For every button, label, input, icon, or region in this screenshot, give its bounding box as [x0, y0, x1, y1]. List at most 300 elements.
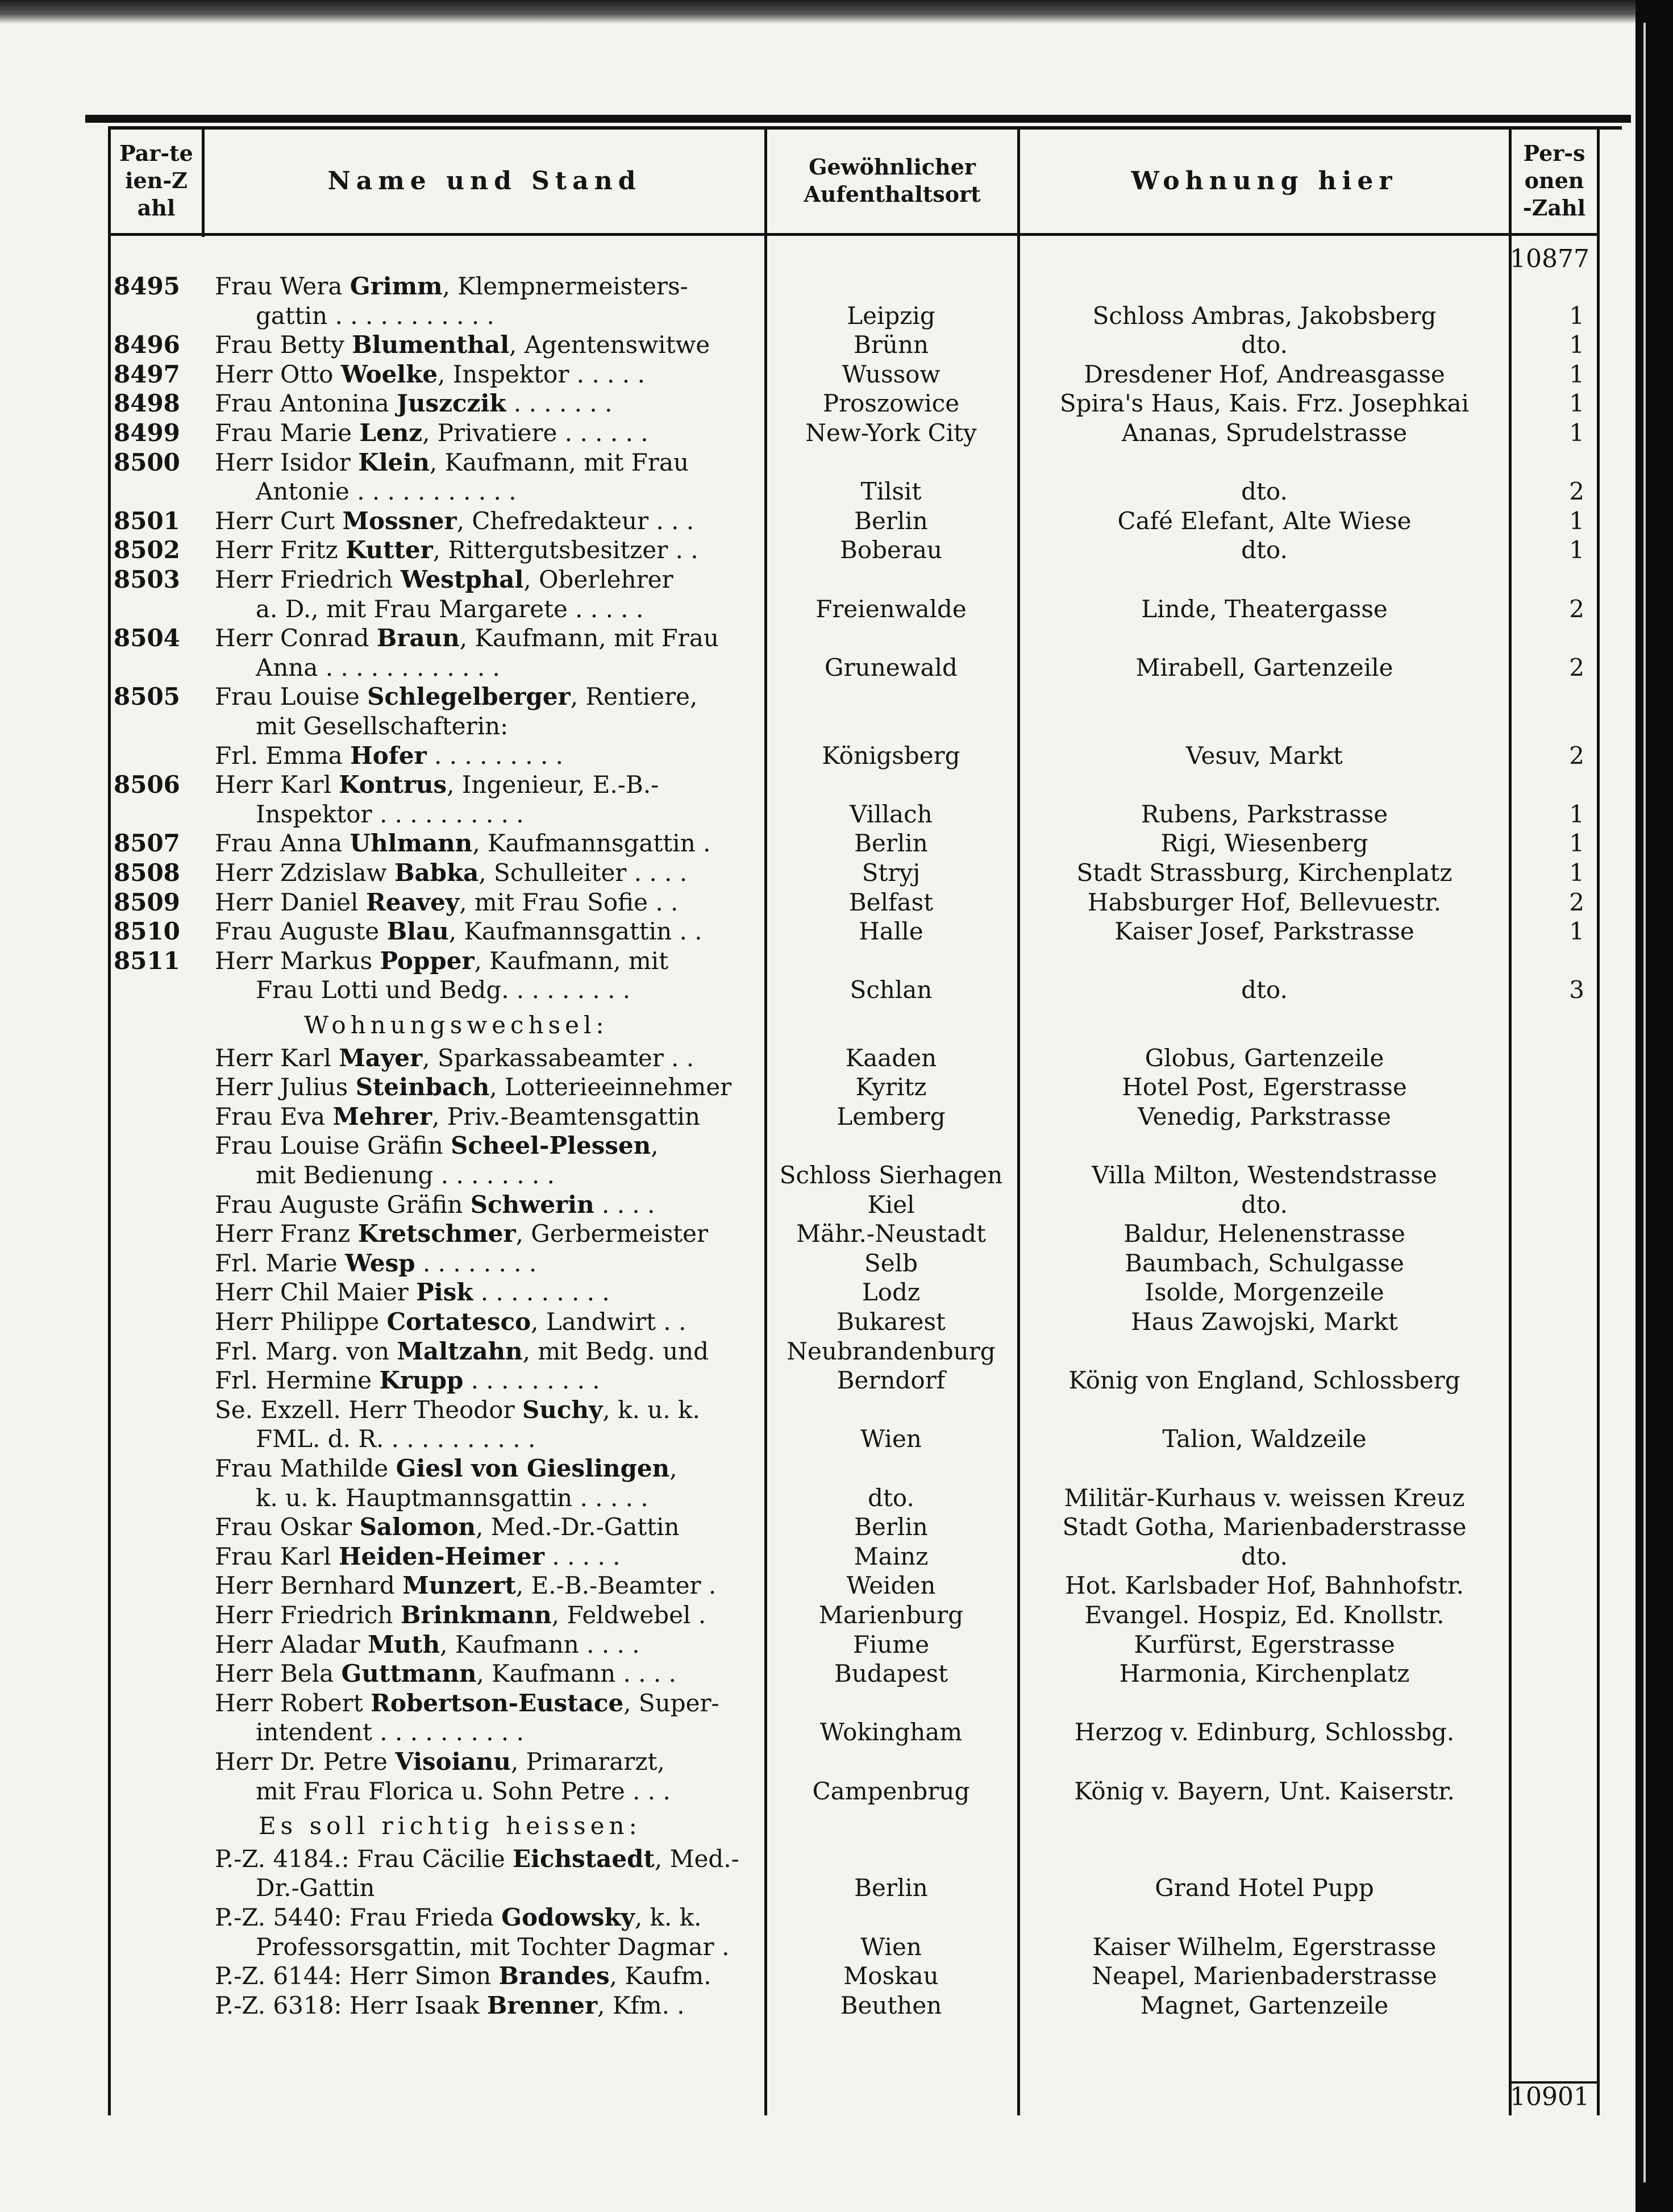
status-text: , Landwirt . . [531, 1308, 686, 1336]
local-residence: Militär-Kurhaus v. weissen Kreuz [1064, 1483, 1465, 1512]
person-title: Frau Oskar [215, 1513, 352, 1541]
usual-residence: Berndorf [836, 1366, 946, 1395]
person-count: 1 [1569, 917, 1584, 946]
header-name: Name und Stand [327, 166, 642, 196]
column-rule-residence [1509, 126, 1512, 2115]
usual-residence: Proszowice [822, 389, 960, 418]
person-count: 1 [1569, 859, 1584, 887]
name-and-status [215, 1961, 743, 1991]
status-text: , Schulleiter . . . . [478, 859, 688, 887]
local-residence: Stadt Strassburg, Kirchenplatz [1076, 859, 1453, 887]
person-surname: Steinbach [355, 1073, 490, 1101]
person-surname: Suchy [522, 1395, 603, 1424]
person-title: Herr Robert [215, 1689, 363, 1717]
status-text: , Lotterieeinnehmer [489, 1073, 732, 1101]
person-count: 1 [1569, 301, 1584, 330]
scan-right-edge [1635, 0, 1673, 2212]
name-and-status [215, 1659, 743, 1689]
local-residence: Mirabell, Gartenzeile [1135, 653, 1393, 681]
local-residence: dto. [1241, 536, 1288, 564]
person-surname: Scheel-Plessen [451, 1132, 651, 1160]
party-number: 8503 [114, 566, 180, 593]
person-surname: Kutter [346, 536, 433, 564]
person-surname: Cortatesco [386, 1308, 531, 1336]
usual-residence: Lemberg [836, 1102, 946, 1130]
header-num-text: Par-teien-Zahl [119, 140, 193, 221]
status-text: Professorsgattin, mit Tochter Dagmar . [256, 1932, 730, 1961]
local-residence: Spira's Haus, Kais. Frz. Josephkai [1059, 389, 1470, 418]
party-number: 8501 [114, 506, 180, 535]
name-and-status [215, 272, 743, 301]
usual-residence: Lodz [862, 1278, 921, 1307]
person-title: Herr Curt [215, 506, 335, 535]
local-residence: dto. [1241, 331, 1288, 359]
name-and-status [215, 1571, 743, 1600]
person-title: Herr Fritz [215, 536, 338, 564]
local-residence: Stadt Gotha, Marienbaderstrasse [1062, 1513, 1467, 1541]
status-text: mit Frau Florica u. Sohn Petre . . . [256, 1777, 671, 1805]
header-persons [1512, 130, 1597, 232]
local-residence: Venedig, Parkstrasse [1138, 1102, 1391, 1130]
person-count: 2 [1569, 594, 1584, 623]
person-surname: Grimm [349, 272, 443, 300]
name-and-status [215, 712, 784, 741]
name-and-status [215, 1131, 743, 1161]
name-and-status [215, 1932, 784, 1962]
name-and-status [215, 535, 743, 565]
status-text: , Kaufmann, mit Frau [459, 624, 719, 652]
usual-residence: Marienburg [818, 1601, 964, 1629]
name-and-status [215, 1249, 743, 1278]
name-and-status [215, 506, 743, 536]
party-number: 8495 [114, 272, 180, 300]
name-and-status [215, 917, 743, 946]
party-number: 8498 [114, 389, 180, 418]
person-surname: Juszczik [397, 389, 506, 418]
status-text: Antonie . . . . . . . . . . . [256, 477, 517, 506]
person-title: Herr Bela [215, 1660, 334, 1688]
usual-residence: Stryj [862, 859, 921, 887]
person-title: Frl. Marie [215, 1249, 338, 1277]
person-surname: Mayer [339, 1043, 423, 1072]
person-surname: Robertson-Eustace [370, 1689, 624, 1717]
status-text: k. u. k. Hauptmannsgattin . . . . . [256, 1483, 648, 1512]
status-text: , E.-B.-Beamter . [515, 1571, 717, 1600]
name-and-status [215, 1102, 743, 1132]
person-surname: Heiden-Heimer [338, 1542, 545, 1570]
party-number: 8506 [114, 771, 180, 799]
usual-residence: Berlin [854, 1513, 928, 1541]
usual-residence: Selb [864, 1249, 918, 1277]
status-text: , Oberlehrer [523, 566, 673, 593]
local-residence: dto. [1241, 1542, 1288, 1570]
name-and-status [215, 1072, 743, 1102]
person-count: 1 [1569, 419, 1584, 447]
person-title: Frau Auguste [215, 917, 380, 946]
person-surname: Uhlmann [349, 829, 473, 858]
status-text: Inspektor . . . . . . . . . . [256, 800, 524, 828]
status-text: , Med.-Dr.-Gattin [476, 1513, 680, 1541]
party-number: 8507 [114, 829, 180, 858]
usual-residence: Tilsit [860, 477, 922, 506]
local-residence: Isolde, Morgenzeile [1145, 1278, 1384, 1307]
local-residence: Ananas, Sprudelstrasse [1121, 419, 1408, 447]
person-title: Frau Marie [215, 419, 352, 447]
status-text: , Med.- [654, 1844, 739, 1873]
party-number: 8508 [114, 859, 180, 887]
party-number: 8509 [114, 888, 180, 916]
person-surname: Mossner [342, 506, 457, 535]
status-text: . . . . . . . [506, 389, 613, 418]
name-and-status [215, 1747, 743, 1777]
person-title: Frau Karl [215, 1542, 331, 1570]
status-text: , Priv.-Beamtensgattin [432, 1102, 701, 1130]
person-surname: Wesp [345, 1249, 415, 1277]
person-count: 2 [1569, 653, 1584, 681]
local-residence: Evangel. Hospiz, Ed. Knollstr. [1084, 1601, 1445, 1629]
person-title: P.-Z. 5440: Frau Frieda [215, 1903, 494, 1931]
name-and-status [215, 1630, 743, 1660]
person-surname: Popper [380, 946, 475, 975]
usual-residence: Halle [859, 917, 923, 946]
status-text: , k. k. [634, 1903, 702, 1931]
name-and-status [215, 330, 743, 360]
name-and-status [215, 682, 743, 712]
status-text: , Klempnermeisters- [442, 272, 688, 300]
scan-top-edge [0, 0, 1673, 24]
person-title: Herr Isidor [215, 448, 351, 476]
person-surname: Brinkmann [400, 1601, 552, 1629]
usual-residence: Brünn [853, 331, 929, 359]
status-text: , Primararzt, [510, 1748, 665, 1776]
header-num [111, 130, 202, 232]
usual-residence: Freienwalde [815, 594, 967, 623]
usual-residence: Mähr.-Neustadt [796, 1220, 986, 1248]
name-and-status [215, 1454, 743, 1483]
person-surname: Blumenthal [352, 331, 510, 359]
local-residence: dto. [1241, 976, 1288, 1004]
header-persons-text: Per-sonen-Zahl [1522, 140, 1586, 221]
carry-total: 10877 [1510, 244, 1589, 273]
person-title: Frau Betty [215, 331, 344, 359]
local-residence: Neapel, Marienbaderstrasse [1092, 1962, 1437, 1990]
name-and-status [215, 1395, 743, 1425]
status-text: intendent . . . . . . . . . . [256, 1718, 524, 1747]
name-and-status [215, 360, 743, 389]
local-residence: Rigi, Wiesenberg [1160, 829, 1368, 858]
name-and-status [215, 1689, 743, 1718]
party-number: 8505 [114, 683, 180, 711]
local-residence: Linde, Theatergasse [1141, 594, 1388, 623]
person-surname: Giesl von Gieslingen [396, 1454, 670, 1482]
name-and-status [215, 1043, 743, 1073]
usual-residence: Wien [860, 1425, 922, 1453]
person-title: Herr Julius [215, 1073, 348, 1101]
usual-residence: Bukarest [836, 1308, 946, 1336]
person-title: P.-Z. 4184.: Frau Cäcilie [215, 1844, 505, 1873]
person-title: Herr Bernhard [215, 1571, 395, 1600]
party-number: 8510 [114, 917, 180, 946]
status-text: . . . . . [544, 1542, 621, 1570]
usual-residence: Schlan [850, 976, 933, 1004]
status-text: . . . . . . . . [415, 1249, 537, 1277]
local-residence: Hotel Post, Egerstrasse [1122, 1073, 1407, 1101]
person-surname: Guttmann [341, 1660, 477, 1688]
person-surname: Godowsky [501, 1903, 635, 1931]
local-residence: Kurfürst, Egerstrasse [1134, 1630, 1395, 1658]
usual-residence: dto. [868, 1483, 914, 1512]
person-count: 1 [1569, 800, 1584, 828]
local-residence: Kaiser Wilhelm, Egerstrasse [1092, 1932, 1437, 1961]
person-title: Frau Eva [215, 1102, 326, 1130]
status-text: , mit Bedg. und [522, 1337, 709, 1365]
party-number: 8504 [114, 624, 180, 652]
table-left-border [108, 126, 111, 2115]
status-text: . . . . . . . . . [426, 741, 564, 770]
local-residence: dto. [1241, 477, 1288, 506]
name-and-status [215, 1873, 784, 1903]
name-and-status [215, 565, 743, 594]
local-residence: Café Elefant, Alte Wiese [1117, 506, 1412, 535]
person-count: 2 [1569, 741, 1584, 770]
name-and-status [215, 1161, 784, 1190]
status-text: mit Bedienung . . . . . . . . [256, 1161, 555, 1189]
local-residence: König von England, Schlossberg [1068, 1366, 1460, 1395]
person-count: 3 [1569, 976, 1584, 1004]
status-text: , Kaufmannsgattin . [472, 829, 711, 858]
status-text: , [669, 1454, 677, 1482]
name-and-status [215, 594, 784, 624]
usual-residence: Weiden [846, 1571, 936, 1600]
name-and-status [215, 477, 784, 506]
usual-residence: Budapest [834, 1660, 948, 1688]
status-text: , Sparkassabeamter . . [422, 1043, 694, 1072]
usual-residence: Villach [850, 800, 933, 828]
status-text: , k. u. k. [602, 1395, 700, 1424]
header-bottom-rule [108, 233, 1600, 236]
usual-residence: Wien [860, 1932, 922, 1961]
local-residence: Magnet, Gartenzeile [1140, 1991, 1389, 2019]
status-text: , Feldwebel . [551, 1601, 706, 1629]
name-and-status [215, 1483, 784, 1513]
status-text: , Kaufmann . . . . [440, 1630, 640, 1658]
usual-residence: Berlin [854, 506, 928, 535]
person-surname: Hofer [350, 741, 427, 770]
person-title: Herr Zdzislaw [215, 859, 387, 887]
status-text: . . . . . . . . . [463, 1366, 600, 1395]
person-title: Herr Chil Maier [215, 1278, 409, 1307]
local-residence: Grand Hotel Pupp [1155, 1874, 1374, 1902]
status-text: , mit Frau Sofie . . [459, 888, 679, 916]
status-text: , Kaufm. [609, 1962, 711, 1990]
local-residence: Talion, Waldzeile [1162, 1425, 1367, 1453]
local-residence: Hot. Karlsbader Hof, Bahnhofstr. [1065, 1571, 1464, 1600]
person-title: Herr Friedrich [215, 1601, 393, 1629]
usual-residence: Berlin [854, 1874, 928, 1902]
local-residence: Baldur, Helenenstrasse [1123, 1220, 1405, 1248]
usual-residence: Campenbrug [812, 1777, 970, 1805]
name-and-status [215, 1718, 784, 1747]
person-count: 1 [1569, 506, 1584, 535]
person-title: Frl. Emma [215, 741, 343, 770]
name-and-status [215, 975, 784, 1005]
name-and-status [215, 888, 743, 917]
name-and-status [215, 1219, 743, 1249]
status-text: , Kaufmann, mit Frau [429, 448, 689, 476]
person-count: 1 [1569, 829, 1584, 858]
usual-residence: Boberau [839, 536, 943, 564]
column-rule-place [1017, 126, 1020, 2115]
status-text: , Kaufmann . . . . [476, 1660, 676, 1688]
name-and-status [215, 1600, 743, 1630]
name-and-status [215, 1278, 743, 1307]
status-text: , Super- [623, 1689, 719, 1717]
usual-residence: Moskau [843, 1962, 939, 1990]
name-and-status [215, 1542, 743, 1571]
person-title: P.-Z. 6318: Herr Isaak [215, 1991, 480, 2019]
name-and-status [215, 653, 784, 683]
person-surname: Kontrus [339, 771, 447, 799]
person-surname: Visoianu [395, 1748, 511, 1776]
status-text: . . . . . . . . . [473, 1278, 610, 1307]
name-and-status [215, 1991, 743, 2020]
person-title: Frau Louise [215, 683, 360, 711]
person-surname: Munzert [402, 1571, 516, 1600]
local-residence: Villa Milton, Westendstrasse [1092, 1161, 1437, 1189]
status-text: , Kaufmann, mit [474, 946, 669, 975]
usual-residence: Fiume [852, 1630, 930, 1658]
person-title: Frau Mathilde [215, 1454, 389, 1482]
person-title: Herr Otto [215, 360, 334, 388]
person-surname: Pisk [416, 1278, 473, 1307]
person-title: Herr Conrad [215, 624, 369, 652]
party-number: 8511 [114, 946, 180, 975]
person-surname: Muth [368, 1630, 440, 1658]
local-residence: König v. Bayern, Unt. Kaiserstr. [1074, 1777, 1455, 1805]
usual-residence: Kaaden [845, 1043, 937, 1072]
person-title: Herr Karl [215, 1043, 331, 1072]
person-surname: Braun [376, 624, 460, 652]
usual-residence: Beuthen [840, 1991, 942, 2019]
person-surname: Schlegelberger [367, 683, 571, 711]
person-title: Herr Philippe [215, 1308, 380, 1336]
local-residence: Haus Zawojski, Markt [1131, 1308, 1398, 1336]
name-and-status [215, 1512, 743, 1542]
local-residence: Kaiser Josef, Parkstrasse [1114, 917, 1414, 946]
status-text: mit Gesellschafterin: [256, 712, 509, 740]
status-text: Frau Lotti und Bedg. . . . . . . . . [256, 976, 631, 1004]
status-text: , Ingenieur, E.-B.- [447, 771, 659, 799]
person-title: P.-Z. 6144: Herr Simon [215, 1962, 492, 1990]
person-count: 1 [1569, 389, 1584, 418]
status-text: gattin . . . . . . . . . . . [256, 301, 494, 330]
person-count: 1 [1569, 331, 1584, 359]
party-number: 8497 [114, 360, 180, 388]
person-title: Frau Anna [215, 829, 343, 858]
name-and-status [215, 858, 743, 888]
person-surname: Woelke [340, 360, 438, 388]
header-place [767, 130, 1017, 232]
person-title: Herr Franz [215, 1220, 351, 1248]
name-and-status [215, 418, 743, 448]
header-residence: Wohnung hier [1131, 166, 1398, 196]
person-title: Herr Dr. Petre [215, 1748, 388, 1776]
person-count: 1 [1569, 536, 1584, 564]
local-residence: Harmonia, Kirchenplatz [1119, 1660, 1410, 1688]
status-text: Dr.-Gattin [256, 1874, 375, 1902]
name-and-status [215, 623, 743, 653]
person-title: Frau Antonina [215, 389, 389, 418]
person-surname: Mehrer [332, 1102, 432, 1130]
person-title: Herr Aladar [215, 1630, 360, 1658]
table-top-rule [85, 115, 1631, 123]
status-text: , Inspektor . . . . . [438, 360, 645, 388]
local-residence: Herzog v. Edinburg, Schlossbg. [1074, 1718, 1455, 1747]
person-title: Frau Louise Gräfin [215, 1132, 443, 1160]
person-surname: Westphal [400, 566, 524, 593]
status-text: , [651, 1132, 659, 1160]
name-and-status [215, 770, 743, 800]
usual-residence: Wussow [842, 360, 940, 388]
person-count: 1 [1569, 360, 1584, 388]
status-text: a. D., mit Frau Margarete . . . . . [256, 594, 644, 623]
usual-residence: Wokingham [819, 1718, 963, 1747]
person-surname: Lenz [359, 419, 423, 447]
status-text: , Kaufmannsgattin . . [448, 917, 702, 946]
name-and-status [215, 1777, 784, 1806]
header-place-text: Gewöhnlicher Aufenthaltsort [804, 154, 981, 207]
status-text: , Chefredakteur . . . [456, 506, 694, 535]
person-title: Frau Auguste Gräfin [215, 1190, 463, 1219]
status-text: , Gerbermeister [515, 1220, 709, 1248]
usual-residence: Königsberg [822, 741, 960, 770]
local-residence: Baumbach, Schulgasse [1125, 1249, 1404, 1277]
person-surname: Eichstaedt [513, 1844, 655, 1873]
usual-residence: Kyritz [855, 1073, 927, 1101]
local-residence: Globus, Gartenzeile [1145, 1043, 1384, 1072]
person-surname: Schwerin [470, 1190, 594, 1219]
person-surname: Babka [394, 859, 479, 887]
section-heading-correction: Es soll richtig heissen: [259, 1812, 642, 1840]
person-surname: Reavey [365, 888, 460, 916]
usual-residence: Mainz [854, 1542, 929, 1570]
usual-residence: Leipzig [847, 301, 935, 330]
name-and-status [215, 301, 784, 331]
name-and-status [215, 1903, 743, 1932]
usual-residence: Kiel [867, 1190, 915, 1219]
person-count: 2 [1569, 888, 1584, 916]
name-and-status [215, 1424, 784, 1454]
person-title: Frl. Marg. von [215, 1337, 390, 1365]
status-text: , Rittergutsbesitzer . . [432, 536, 698, 564]
usual-residence: Belfast [848, 888, 934, 916]
name-and-status [215, 448, 743, 477]
status-text: . . . . [594, 1190, 655, 1219]
local-residence: Schloss Ambras, Jakobsberg [1092, 301, 1437, 330]
status-text: , Agentenswitwe [509, 331, 710, 359]
section-heading-change: Wohnungswechsel: [304, 1011, 609, 1039]
person-surname: Kretschmer [357, 1220, 516, 1248]
party-number: 8496 [114, 331, 180, 359]
status-text: FML. d. R. . . . . . . . . . . [256, 1425, 536, 1453]
name-and-status [215, 741, 743, 771]
status-text: Anna . . . . . . . . . . . . [256, 653, 500, 681]
local-residence: Dresdener Hof, Andreasgasse [1084, 360, 1445, 388]
name-and-status [215, 1366, 743, 1395]
usual-residence: Berlin [854, 829, 928, 858]
column-rule-name [764, 126, 767, 2115]
name-and-status [215, 1337, 743, 1366]
